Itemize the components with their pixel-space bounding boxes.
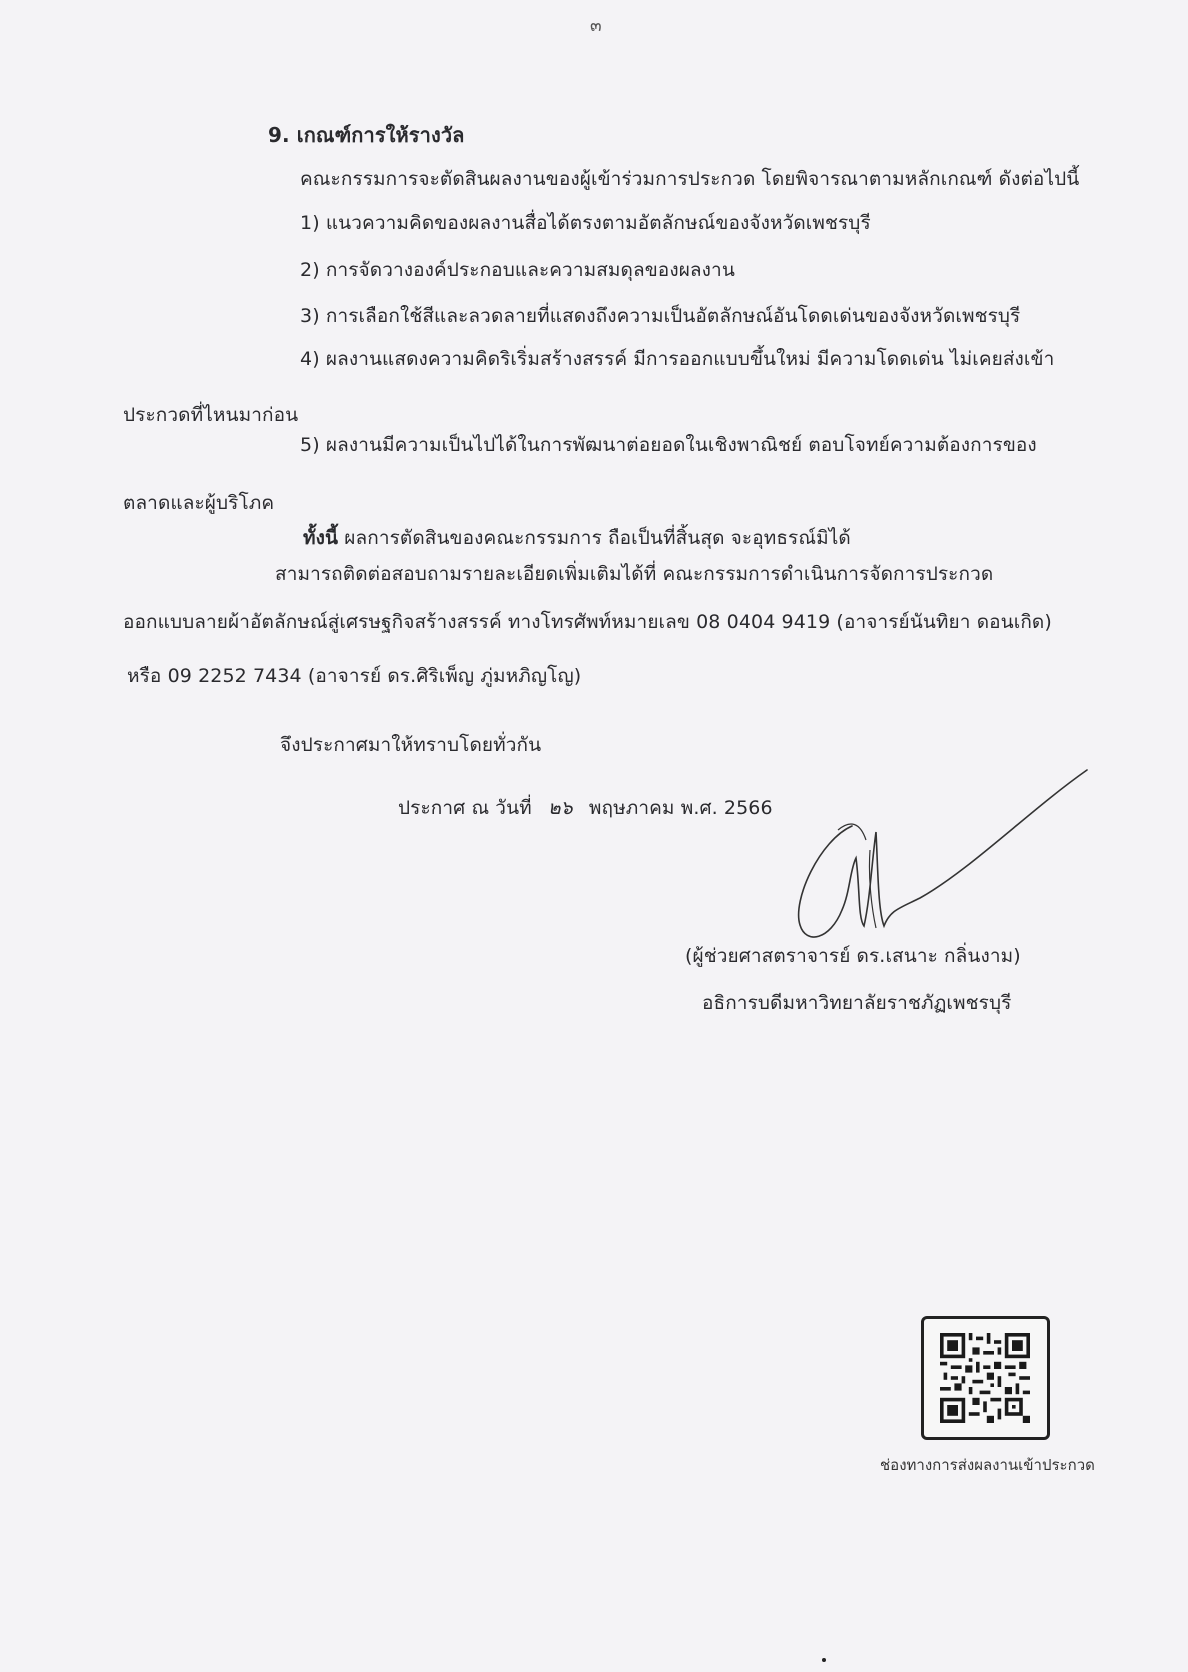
qr-code-icon bbox=[940, 1333, 1030, 1423]
contact-line-1: สามารถติดต่อสอบถามรายละเอียดเพิ่มเติมได้ที่ คณะกรรมการดำเนินการจัดการประกวด bbox=[275, 563, 994, 585]
date-day: ๒๖ bbox=[547, 797, 573, 819]
signatory-name: (ผู้ช่วยศาสตราจารย์ ดร.เสนาะ กลิ่นงาม) bbox=[685, 945, 1021, 967]
criterion-5-continued: ตลาดและผู้บริโภค bbox=[123, 492, 275, 514]
criterion-3: 3) การเลือกใช้สีและลวดลายที่แสดงถึงความเป็นอัตลักษณ์อันโดดเด่นของจังหวัดเพชรบุรี bbox=[300, 305, 1021, 327]
criterion-4: 4) ผลงานแสดงความคิดริเริ่มสร้างสรรค์ มีการออกแบบขึ้นใหม่ มีความโดดเด่น ไม่เคยส่งเข้า bbox=[300, 348, 1055, 370]
criterion-2: 2) การจัดวางองค์ประกอบและความสมดุลของผลงาน bbox=[300, 259, 735, 281]
date-suffix: พฤษภาคม พ.ศ. 2566 bbox=[588, 797, 773, 819]
criterion-1: 1) แนวความคิดของผลงานสื่อได้ตรงตามอัตลักษณ์ของจังหวัดเพชรบุรี bbox=[300, 212, 871, 234]
final-decision bbox=[303, 525, 851, 551]
qr-caption: ช่องทางการส่งผลงานเข้าประกวด bbox=[880, 1456, 1095, 1474]
criterion-4-continued: ประกวดที่ไหนมาก่อน bbox=[123, 404, 299, 426]
announcement: จึงประกาศมาให้ทราบโดยทั่วกัน bbox=[280, 734, 542, 756]
criterion-5: 5) ผลงานมีความเป็นไปได้ในการพัฒนาต่อยอดในเชิงพาณิชย์ ตอบโจทย์ความต้องการของ bbox=[300, 434, 1037, 456]
handwritten-signature bbox=[780, 760, 1100, 964]
date-prefix: ประกาศ ณ วันที่ bbox=[398, 797, 532, 819]
final-decision-emphasis: ทั้งนี้ bbox=[303, 527, 339, 549]
criteria-intro: คณะกรรมการจะตัดสินผลงานของผู้เข้าร่วมการประกวด โดยพิจารณาตามหลักเกณฑ์ ดังต่อไปนี้ bbox=[300, 168, 1080, 190]
section-heading: 9. เกณฑ์การให้รางวัล bbox=[268, 123, 465, 147]
submission-qr-code[interactable] bbox=[921, 1316, 1050, 1440]
contact-line-2: ออกแบบลายผ้าอัตลักษณ์สู่เศรษฐกิจสร้างสรรค์ ทางโทรศัพท์หมายเลข 08 0404 9419 (อาจารย์นันทิยา ดอนเกิด) bbox=[123, 611, 1052, 633]
signatory-title: อธิการบดีมหาวิทยาลัยราชภัฏเพชรบุรี bbox=[702, 992, 1012, 1014]
scan-speck bbox=[822, 1658, 826, 1662]
page-number: ๓ bbox=[590, 16, 602, 36]
contact-line-3: หรือ 09 2252 7434 (อาจารย์ ดร.ศิริเพ็ญ ภู่มหภิญโญ) bbox=[127, 665, 582, 687]
final-decision-text: ผลการตัดสินของคณะกรรมการ ถือเป็นที่สิ้นสุด จะอุทธรณ์มิได้ bbox=[338, 527, 851, 549]
announcement-date bbox=[398, 795, 773, 821]
